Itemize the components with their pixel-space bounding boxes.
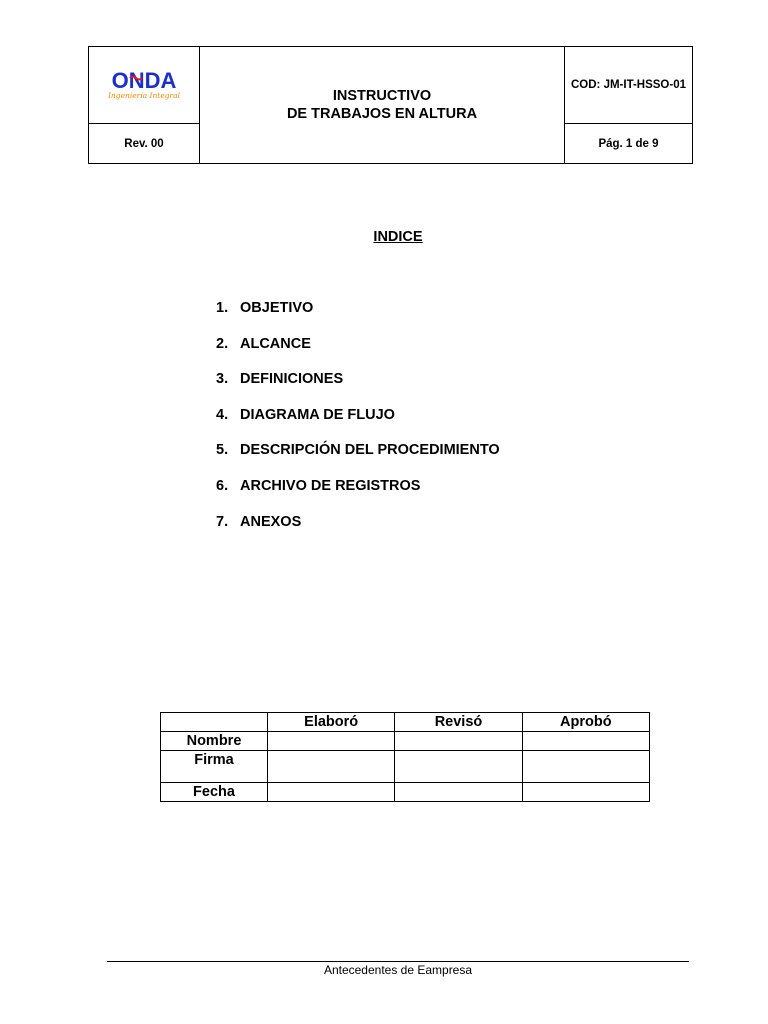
title-line-1: INSTRUCTIVO [332, 88, 432, 104]
logo-cell [89, 47, 200, 124]
document-code: COD: JM-IT-HSSO-01 [565, 47, 693, 124]
page-number: Pág. 1 de 9 [565, 124, 693, 164]
table-header-row [161, 713, 650, 732]
table-row [161, 751, 650, 783]
toc-item [216, 336, 500, 372]
toc-item-label: DESCRIPCIÓN DEL PROCEDIMIENTO [240, 442, 500, 459]
table-cell [522, 732, 649, 751]
table-cell [268, 732, 395, 751]
company-logo [94, 68, 194, 102]
toc-item-label: OBJETIVO [240, 300, 314, 316]
table-of-contents [216, 300, 500, 549]
toc-item [216, 407, 500, 443]
table-header-cell [161, 713, 268, 732]
index-title: INDICE [373, 229, 423, 245]
toc-item-label: ALCANCE [240, 335, 311, 352]
toc-item [216, 300, 500, 336]
toc-item-number: 7. [216, 513, 229, 530]
table-row [161, 732, 650, 751]
table-cell [268, 751, 395, 783]
table-cell [395, 751, 522, 783]
toc-item-number: 6. [216, 477, 229, 494]
table-row [161, 783, 650, 802]
table-cell [522, 751, 649, 783]
toc-item-number: 4. [216, 406, 229, 423]
svg-text:ONDA: ONDA [111, 68, 177, 93]
toc-item [216, 371, 500, 407]
toc-item-label: ARCHIVO DE REGISTROS [240, 477, 421, 494]
table-header-cell: Elaboró [268, 713, 395, 732]
toc-item [216, 514, 500, 550]
table-cell [395, 732, 522, 751]
svg-text:Ingeniería Integral: Ingeniería Integral [107, 91, 181, 100]
toc-item [216, 478, 500, 514]
title-line-2: DE TRABAJOS EN ALTURA [286, 106, 478, 122]
table-header-cell: Aprobó [522, 713, 649, 732]
toc-item-label: DEFINICIONES [240, 371, 344, 388]
approval-table [160, 712, 650, 802]
toc-item-label: DIAGRAMA DE FLUJO [240, 406, 395, 423]
toc-item-number: 5. [216, 442, 229, 459]
row-label: Fecha [161, 783, 268, 802]
document-header [88, 46, 693, 164]
row-label: Nombre [161, 732, 268, 751]
row-label: Firma [161, 751, 268, 783]
toc-item-number: 2. [216, 335, 229, 352]
toc-item-number: 3. [216, 371, 229, 388]
table-cell [268, 783, 395, 802]
table-header-cell: Revisó [395, 713, 522, 732]
table-cell [395, 783, 522, 802]
toc-item [216, 442, 500, 478]
footer-text: Antecedentes de Eampresa [323, 963, 473, 977]
revision-number: Rev. 00 [89, 124, 200, 164]
table-cell [522, 783, 649, 802]
toc-item-label: ANEXOS [240, 513, 302, 530]
toc-item-number: 1. [216, 300, 229, 316]
footer-divider [107, 961, 689, 962]
document-title [200, 47, 565, 164]
